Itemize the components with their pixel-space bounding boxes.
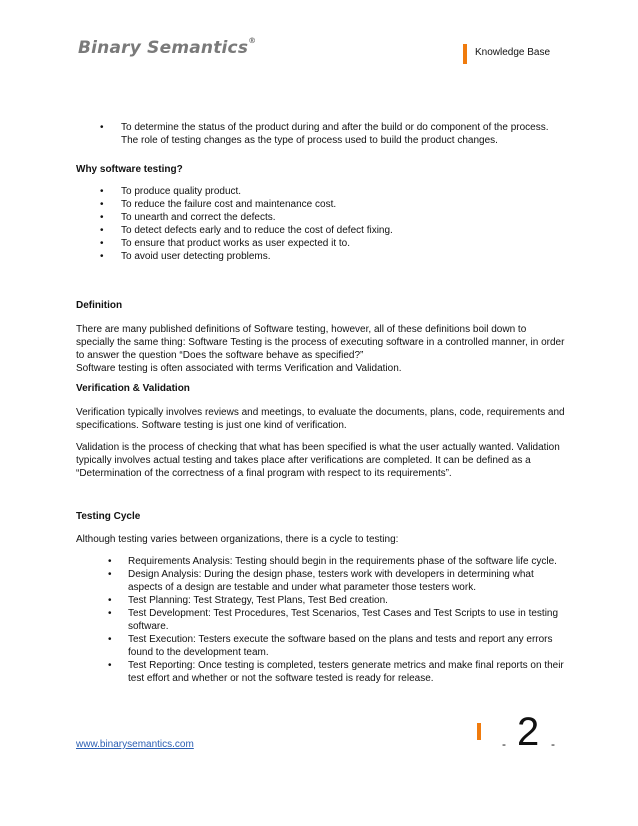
testing-cycle-intro: Although testing varies between organizations, there is a cycle to testing: [76, 534, 399, 545]
validation-paragraph: Validation is the process of checking that what has been specified is what the user actually wanted. Validation typically involves actual testing and takes place after verifications are completed. It can be defined as a “Determination of the correctness of a final program with respect to its requirements”. [76, 442, 560, 479]
definition-note: Software testing is often associated with terms Verification and Validation. [76, 363, 402, 374]
page-number-accent-bar [477, 723, 481, 740]
verification-paragraph: Verification typically involves reviews and meetings, to evaluate the documents, plans, code, requirements and specifications. Software testing is just one kind of verification. [76, 407, 565, 431]
list-item: • To reduce the failure cost and maintenance cost. [76, 198, 566, 211]
definition-heading: Definition [76, 300, 123, 311]
footer-website-link[interactable]: www.binarysemantics.com [76, 739, 194, 750]
list-item: • Design Analysis: During the design phase, testers work with developers in determining what aspects of a design are testable and under what parameter those testers work. [76, 568, 566, 594]
why-heading: Why software testing? [76, 164, 183, 175]
vv-heading: Verification & Validation [76, 383, 190, 394]
list-item: • To detect defects early and to reduce the cost of defect fixing. [76, 224, 566, 237]
list-item: • To avoid user detecting problems. [76, 250, 566, 263]
page-number-dash-left: - [502, 737, 506, 751]
logo [78, 38, 256, 58]
list-item: • To produce quality product. [76, 185, 566, 198]
list-item: • To ensure that product works as user expected it to. [76, 237, 566, 250]
intro-list [76, 121, 566, 147]
header-section-label: Knowledge Base [475, 47, 551, 58]
document-body [76, 121, 566, 685]
list-item: • Test Execution: Testers execute the software based on the plans and tests and report any errors found to the development team. [76, 633, 566, 659]
list-item: • Test Reporting: Once testing is completed, testers generate metrics and make final reports on their test effort and whether or not the software tested is ready for release. [76, 659, 566, 685]
list-item: • Test Planning: Test Strategy, Test Plans, Test Bed creation. [76, 594, 566, 607]
testing-cycle-heading: Testing Cycle [76, 511, 141, 522]
list-item: • To determine the status of the product during and after the build or do component of the process. The role of testing changes as the type of process used to build the product changes. [76, 121, 566, 147]
logo-registered-mark: ® [248, 36, 257, 45]
list-item: • Requirements Analysis: Testing should begin in the requirements phase of the software life cycle. [76, 555, 566, 568]
testing-cycle-list [76, 555, 566, 685]
page-number-dash-right: - [551, 737, 555, 751]
logo-text: Binary Semantics [78, 38, 249, 58]
why-list [76, 185, 566, 263]
list-item: • To unearth and correct the defects. [76, 211, 566, 224]
page-number: 2 [517, 710, 540, 754]
header-accent-bar [463, 44, 467, 64]
list-item: • Test Development: Test Procedures, Test Scenarios, Test Cases and Test Scripts to use in testing software. [76, 607, 566, 633]
definition-paragraph: There are many published definitions of Software testing, however, all of these definitions boil down to specially the same thing: Software Testing is the process of executing software in a controlled manner, in order to answer the question “Does the software behave as specified?” [76, 324, 565, 361]
